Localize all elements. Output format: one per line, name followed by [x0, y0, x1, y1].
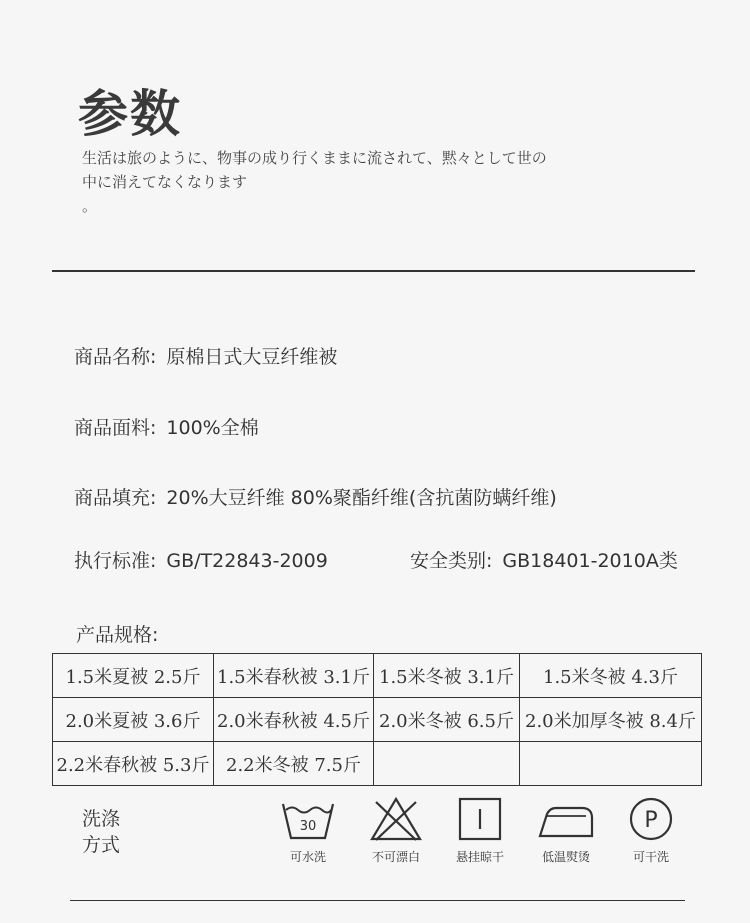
- table-row: [53, 654, 702, 698]
- table-cell: 1.5米冬被 3.1斤: [374, 654, 520, 698]
- care-caption: 不可漂白: [371, 850, 420, 864]
- spec-fabric: [74, 413, 259, 440]
- table-cell: [520, 742, 702, 786]
- table-row: [53, 698, 702, 742]
- care-item-hang-dry: [440, 796, 520, 865]
- table-cell: 1.5米夏被 2.5斤: [53, 654, 214, 698]
- washable-30-icon: [280, 796, 336, 842]
- sizes-table: [52, 653, 702, 786]
- spec-standard: [74, 546, 328, 573]
- care-item-no-bleach: [356, 796, 436, 865]
- bottom-divider: [70, 900, 685, 901]
- spec-filling: [74, 483, 557, 510]
- top-divider: [52, 270, 695, 272]
- spec-value: 20%大豆纤维 80%聚酯纤维(含抗菌防螨纤维): [166, 487, 557, 509]
- care-item-dry-clean: [611, 796, 691, 865]
- care-caption: 悬挂晾干: [455, 850, 504, 864]
- spec-label: 商品名称:: [74, 346, 157, 368]
- wash-label-line-1: 洗涤: [82, 808, 121, 830]
- care-caption: 可干洗: [632, 850, 669, 864]
- spec-value: 100%全棉: [166, 417, 259, 439]
- care-caption: 可水洗: [289, 850, 326, 864]
- wash-method-label: [82, 806, 120, 858]
- spec-product-name: [74, 342, 337, 369]
- wash-temp: 30: [299, 819, 317, 834]
- page-title: 参数: [78, 85, 182, 143]
- subtitle-line-1: 生活は旅のように、物事の成り行くままに流されて、黙々として世の: [82, 149, 547, 167]
- table-cell: 2.0米春秋被 4.5斤: [214, 698, 374, 742]
- dry-clean-letter: P: [644, 808, 658, 833]
- care-item-washable: [268, 796, 348, 865]
- table-cell: [374, 742, 520, 786]
- spec-label: 安全类别:: [410, 550, 493, 572]
- spec-sizes-label: 产品规格:: [76, 624, 159, 646]
- dry-clean-icon: [623, 796, 679, 842]
- table-row: [53, 742, 702, 786]
- table-cell: 1.5米冬被 4.3斤: [520, 654, 702, 698]
- spec-label: 商品填充:: [74, 487, 157, 509]
- table-cell: 2.2米冬被 7.5斤: [214, 742, 374, 786]
- spec-value: 原棉日式大豆纤维被: [166, 346, 338, 368]
- table-cell: 1.5米春秋被 3.1斤: [214, 654, 374, 698]
- no-bleach-icon: [368, 796, 424, 842]
- care-item-low-iron: [526, 796, 606, 865]
- hang-dry-icon: [452, 796, 508, 842]
- table-cell: 2.0米夏被 3.6斤: [53, 698, 214, 742]
- subtitle-line-2: 中に消えてなくなります: [82, 173, 248, 191]
- subtitle: [82, 146, 592, 218]
- table-cell: 2.0米冬被 6.5斤: [374, 698, 520, 742]
- spec-label: 执行标准:: [74, 550, 157, 572]
- subtitle-line-3: 。: [82, 197, 98, 215]
- care-caption: 低温熨烫: [541, 850, 590, 864]
- spec-value: GB/T22843-2009: [166, 550, 328, 572]
- spec-value: GB18401-2010A类: [502, 550, 678, 572]
- spec-label: 商品面料:: [74, 417, 157, 439]
- wash-label-line-2: 方式: [82, 834, 121, 856]
- table-cell: 2.2米春秋被 5.3斤: [53, 742, 214, 786]
- spec-safety: [410, 546, 678, 573]
- low-iron-icon: [536, 796, 596, 842]
- table-cell: 2.0米加厚冬被 8.4斤: [520, 698, 702, 742]
